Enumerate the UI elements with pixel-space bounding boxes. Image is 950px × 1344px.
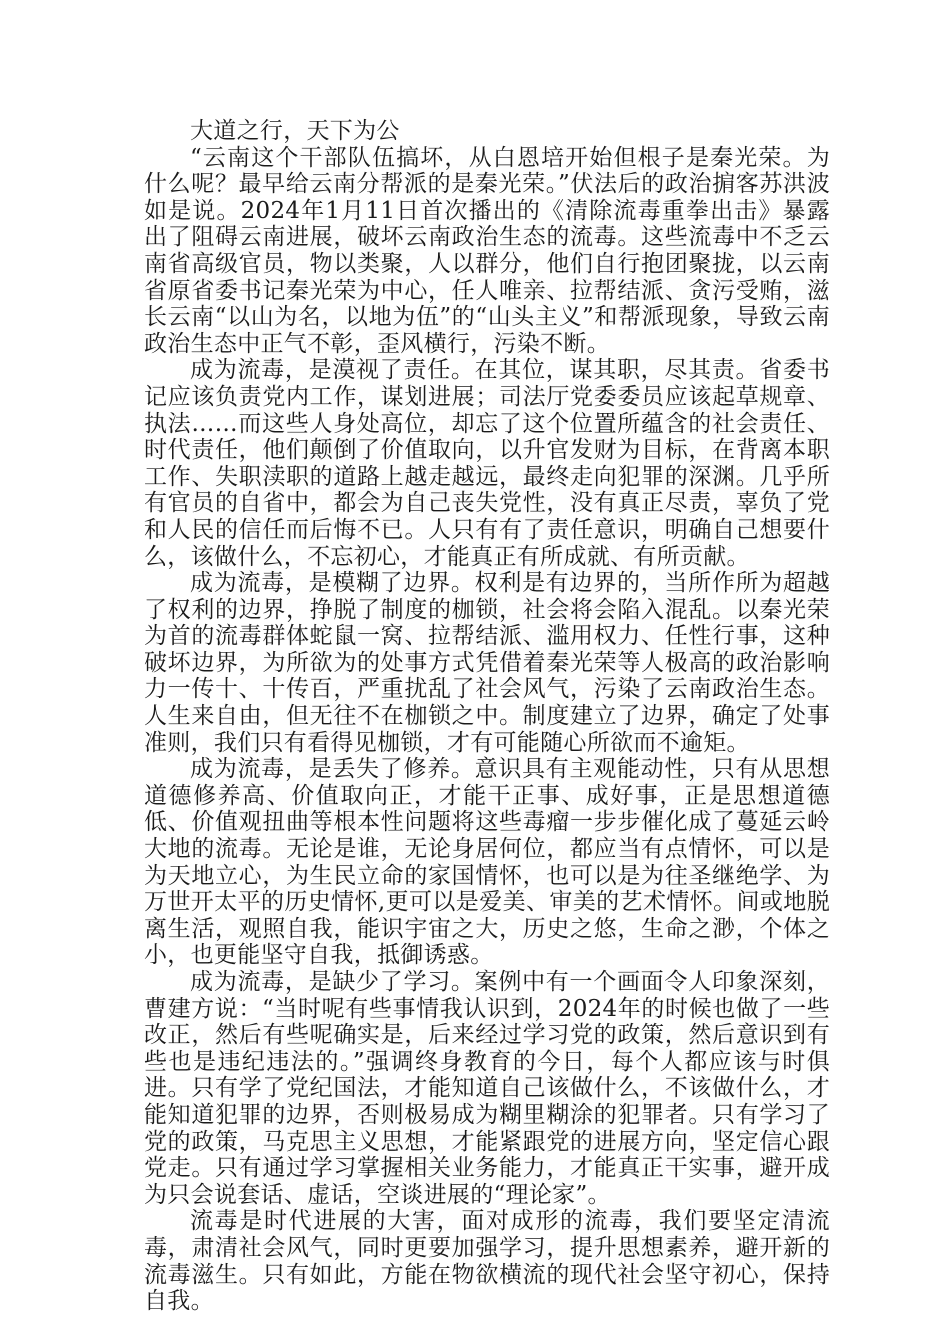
paragraph-boundary: 成为流毒，是模糊了边界。权利是有边界的，当所作所为超越了权利的边界，挣脱了制度的枷锁，社会将会陷入混乱。以秦光荣为首的流毒群体蛇鼠一窝、拉帮结派、滥用权力、任性行事，这种破坏边界，为所欲为的处事方式凭借着秦光荣等人极高的政治影响力一传十、十传百，严重扰乱了社会风气，污染了云南政治生态。人生来自由，但无往不在枷锁之中。制度建立了边界，确定了处事准则，我们只有看得见枷锁，才有可能随心所欲而不逾矩。 <box>144 570 830 756</box>
paragraph-cultivation: 成为流毒，是丢失了修养。意识具有主观能动性，只有从思想道德修养高、价值取向正，才能干正事、成好事，正是思想道德低、价值观扭曲等根本性问题将这些毒瘤一步步催化成了蔓延云岭大地的流毒。无论是谁，无论身居何位，都应当有点情怀，可以是为天地立心，为生民立命的家国情怀，也可以是为往圣继绝学、为万世开太平的历史情怀,更可以是爱美、审美的艺术情怀。间或地脱离生活，观照自我，能识宇宙之大，历史之悠，生命之渺，个体之小，也更能坚守自我，抵御诱惑。 <box>144 756 830 969</box>
paragraph-conclusion: 流毒是时代进展的大害，面对成形的流毒，我们要坚定清流毒，肃清社会风气，同时更要加强学习，提升思想素养，避开新的流毒滋生。只有如此，方能在物欲横流的现代社会坚守初心，保持自我。 <box>144 1208 830 1315</box>
paragraph-intro: “云南这个干部队伍搞坏，从白恩培开始但根子是秦光荣。为什么呢？最早给云南分帮派的是秦光荣。”伏法后的政治掮客苏洪波如是说。2024年1月11日首次播出的《清除流毒重拳出击》暴露出了阻碍云南进展，破坏云南政治生态的流毒。这些流毒中不乏云南省高级官员，物以类聚，人以群分，他们自行抱团聚拢，以云南省原省委书记秦光荣为中心，任人唯亲、拉帮结派、贪污受贿，滋长云南“以山为名，以地为伍”的“山头主义”和帮派现象，导致云南政治生态中正气不彰，歪风横行，污染不断。 <box>144 144 830 357</box>
document-body <box>144 118 830 1315</box>
paragraph-learning: 成为流毒，是缺少了学习。案例中有一个画面令人印象深刻，曹建方说：“当时呢有些事情我认识到，2024年的时候也做了一些改正，然后有些呢确实是，后来经过学习党的政策，然后意识到有些也是违纪违法的。”强调终身教育的今日，每个人都应该与时俱进。只有学了党纪国法，才能知道自己该做什么，不该做什么，才能知道犯罪的边界，否则极易成为糊里糊涂的犯罪者。只有学习了党的政策，马克思主义思想，才能紧跟党的进展方向，坚定信心跟党走。只有通过学习掌握相关业务能力，才能真正干实事，避开成为只会说套话、虚话，空谈进展的“理论家”。 <box>144 969 830 1208</box>
document-title: 大道之行，天下为公 <box>190 118 400 144</box>
paragraph-responsibility: 成为流毒，是漠视了责任。在其位，谋其职，尽其责。省委书记应该负责党内工作，谋划进展；司法厅党委委员应该起草规章、执法……而这些人身处高位，却忘了这个位置所蕴含的社会责任、时代责任，他们颠倒了价值取向，以升官发财为目标，在背离本职工作、失职渎职的道路上越走越远，最终走向犯罪的深渊。几乎所有官员的自省中，都会为自己丧失党性，没有真正尽责，辜负了党和人民的信任而后悔不已。人只有有了责任意识，明确自己想要什么，该做什么，不忘初心，才能真正有所成就、有所贡献。 <box>144 357 830 570</box>
